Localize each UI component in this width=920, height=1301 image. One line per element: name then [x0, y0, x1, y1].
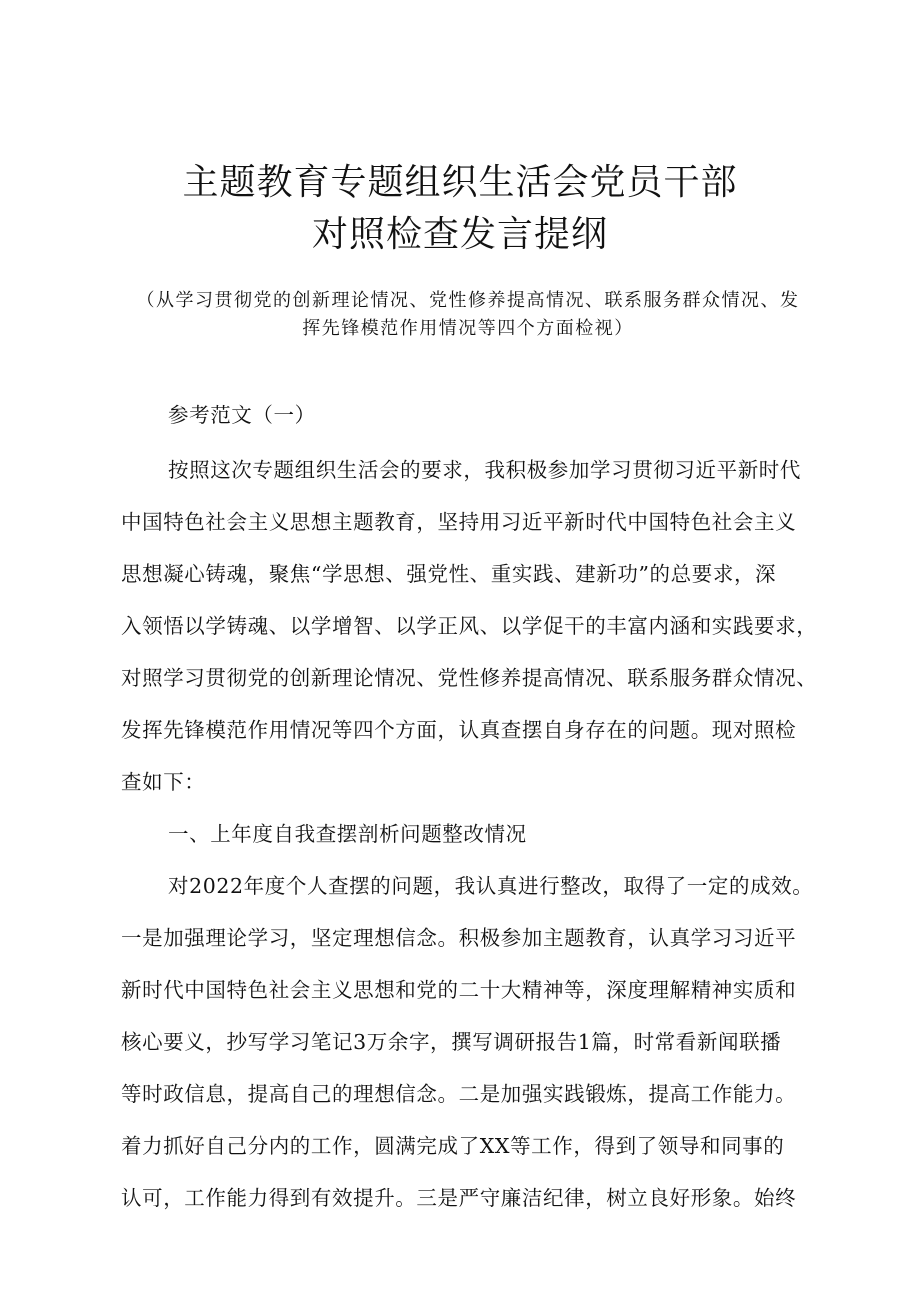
- paragraph-line: 中国特色社会主义思想主题教育，坚持用习近平新时代中国特色社会主义: [121, 510, 797, 534]
- paragraph-line: 入领悟以学铸魂、以学增智、以学正风、以学促干的丰富内涵和实践要求，: [121, 614, 818, 638]
- section-heading: 一、上年度自我查摆剖析问题整改情况: [168, 822, 527, 846]
- paragraph-line: 查如下：: [121, 770, 206, 794]
- paragraph-line: 按照这次专题组织生活会的要求，我积极参加学习贯彻习近平新时代: [168, 458, 801, 482]
- paragraph-line: 对2022年度个人查摆的问题，我认真进行整改，取得了一定的成效。: [168, 874, 814, 898]
- subtitle-line-1: （从学习贯彻党的创新理论情况、党性修养提高情况、联系服务群众情况、发: [136, 290, 800, 311]
- paragraph-line: 对照学习贯彻党的创新理论情况、党性修养提高情况、联系服务群众情况、: [121, 666, 818, 690]
- paragraph-line: 等时政信息，提高自己的理想信念。二是加强实践锻炼，提高工作能力。: [121, 1082, 797, 1106]
- paragraph-line: 着力抓好自己分内的工作，圆满完成了XX等工作，得到了领导和同事的: [121, 1134, 785, 1158]
- paragraph-line: 一是加强理论学习，坚定理想信念。积极参加主题教育，认真学习习近平: [121, 926, 797, 950]
- document-title-line-2: 对照检查发言提纲: [311, 214, 608, 255]
- paragraph-line: 核心要义，抄写学习笔记3万余字，撰写调研报告1篇，时常看新闻联播: [121, 1030, 782, 1054]
- subtitle-line-2: 挥先锋模范作用情况等四个方面检视）: [302, 318, 634, 339]
- paragraph-line: 思想凝心铸魂，聚焦“学思想、强党性、重实践、建新功”的总要求，深: [121, 562, 777, 586]
- paragraph-line: 发挥先锋模范作用情况等四个方面，认真查摆自身存在的问题。现对照检: [121, 718, 797, 742]
- document-title-line-1: 主题教育专题组织生活会党员干部: [182, 162, 738, 203]
- section-label: 参考范文（一）: [168, 403, 316, 427]
- paragraph-line: 认可，工作能力得到有效提升。三是严守廉洁纪律，树立良好形象。始终: [121, 1186, 797, 1210]
- paragraph-line: 新时代中国特色社会主义思想和党的二十大精神等，深度理解精神实质和: [121, 978, 797, 1002]
